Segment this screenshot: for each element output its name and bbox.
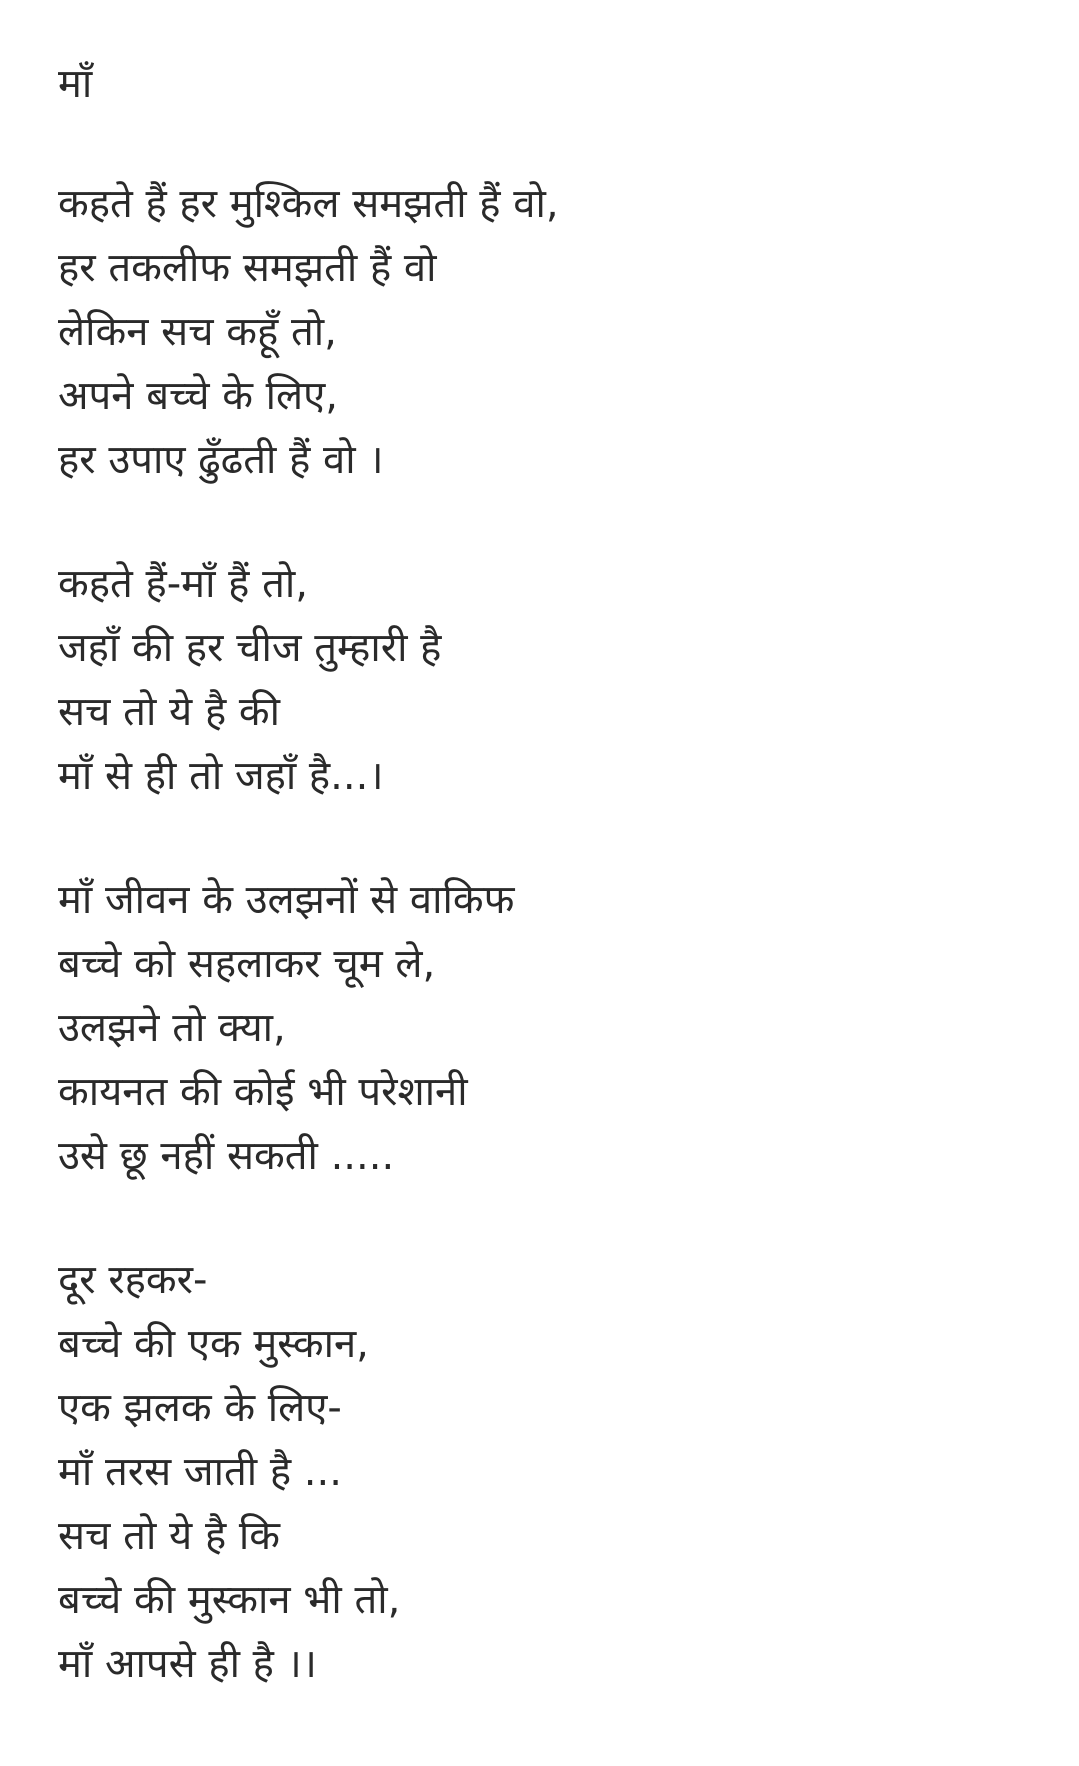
poem-line: कहते हैं हर मुश्किल समझती हैं वो,	[58, 181, 559, 227]
poem-line: कायनत की कोई भी परेशानी	[58, 1069, 468, 1115]
poem-line: कहते हैं-माँ हैं तो,	[58, 561, 308, 607]
poem-line: हर उपाए ढुँढती हैं वो ।	[58, 437, 384, 483]
poem-line: अपने बच्चे के लिए,	[58, 373, 338, 419]
poem-line: लेकिन सच कहूँ तो,	[58, 309, 337, 355]
poem-line: बच्चे की मुस्कान भी तो,	[58, 1577, 401, 1623]
stanza-1	[58, 172, 559, 492]
stanza-3	[58, 868, 514, 1188]
poem-line: जहाँ की हर चीज तुम्हारी है	[58, 625, 442, 671]
poem-line: हर तकलीफ समझती हैं वो	[58, 245, 437, 291]
poem-line: एक झलक के लिए-	[58, 1385, 342, 1431]
poem-line: उलझने तो क्या,	[58, 1005, 286, 1051]
stanza-2	[58, 552, 441, 808]
stanza-4	[58, 1248, 400, 1696]
poem-line: दूर रहकर-	[58, 1257, 208, 1303]
poem	[58, 0, 1039, 1766]
poem-line: माँ तरस जाती है ...	[58, 1449, 342, 1495]
poem-line: माँ जीवन के उलझनों से वाकिफ	[58, 877, 515, 923]
poem-line: माँ आपसे ही है ।।	[58, 1641, 317, 1687]
poem-line: बच्चे की एक मुस्कान,	[58, 1321, 369, 1367]
poem-line: सच तो ये है कि	[58, 1513, 280, 1559]
poem-line: सच तो ये है की	[58, 689, 280, 735]
poem-line: माँ से ही तो जहाँ है...।	[58, 753, 384, 799]
poem-line: बच्चे को सहलाकर चूम ले,	[58, 941, 436, 987]
poem-title: माँ	[58, 61, 93, 107]
poem-line: उसे छू नहीं सकती .....	[58, 1133, 395, 1179]
